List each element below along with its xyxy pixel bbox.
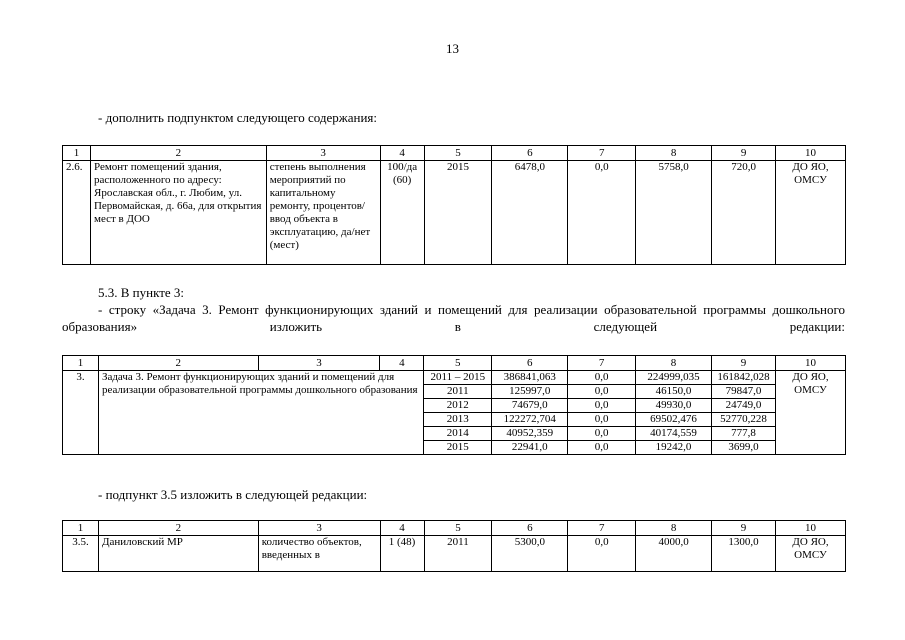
task-number: 3. xyxy=(63,371,99,455)
row-regional: 40174,559 xyxy=(636,427,712,441)
section-5-3: 5.3. В пункте 3: xyxy=(98,285,185,300)
task-executor: ДО ЯО, ОМСУ xyxy=(776,371,846,455)
header-cell: 1 xyxy=(63,146,91,161)
row-year: 2011 – 2015 xyxy=(424,371,492,385)
header-cell: 2 xyxy=(98,356,258,371)
header-cell: 1 xyxy=(63,356,99,371)
row-value: 1 (48) xyxy=(380,536,424,572)
header-cell: 8 xyxy=(636,521,712,536)
table-header-row xyxy=(63,146,846,161)
row-federal: 0,0 xyxy=(568,161,636,265)
row-federal: 0,0 xyxy=(568,441,636,455)
row-federal: 0,0 xyxy=(568,399,636,413)
header-cell: 3 xyxy=(266,146,380,161)
table-subitem-3-5 xyxy=(62,520,846,572)
header-cell: 4 xyxy=(380,146,424,161)
header-cell: 6 xyxy=(492,146,568,161)
row-federal: 0,0 xyxy=(568,371,636,385)
row-regional: 224999,035 xyxy=(636,371,712,385)
header-cell: 9 xyxy=(712,356,776,371)
intro-paragraph-1: - дополнить подпунктом следующего содержания: xyxy=(98,110,377,125)
row-executor: ДО ЯО, ОМСУ xyxy=(776,536,846,572)
table-row xyxy=(63,371,846,385)
row-total: 386841,063 xyxy=(492,371,568,385)
row-number: 2.6. xyxy=(63,161,91,265)
row-federal: 0,0 xyxy=(568,385,636,399)
header-cell: 7 xyxy=(568,146,636,161)
row-year: 2015 xyxy=(424,161,492,265)
table-row xyxy=(63,536,846,572)
header-cell: 9 xyxy=(712,521,776,536)
row-executor: ДО ЯО, ОМСУ xyxy=(776,161,846,265)
header-cell: 9 xyxy=(712,146,776,161)
row-local: 777,8 xyxy=(712,427,776,441)
row-year: 2012 xyxy=(424,399,492,413)
header-cell: 10 xyxy=(776,521,846,536)
intro-paragraph-3: - подпункт 3.5 изложить в следующей редакции: xyxy=(98,487,368,502)
row-total: 6478,0 xyxy=(492,161,568,265)
row-total: 40952,359 xyxy=(492,427,568,441)
row-total: 74679,0 xyxy=(492,399,568,413)
row-indicator: степень выполнения мероприятий по капитальному ремонту, процентов/ ввод объекта в эксплуатацию, да/нет (мест) xyxy=(266,161,380,265)
header-cell: 5 xyxy=(424,356,492,371)
row-name: Даниловский МР xyxy=(98,536,258,572)
row-local: 1300,0 xyxy=(712,536,776,572)
task-name: Задача 3. Ремонт функционирующих зданий и помещений для реализации образовательной программы дошкольного образования xyxy=(98,371,423,455)
row-local: 720,0 xyxy=(712,161,776,265)
header-cell: 2 xyxy=(90,146,266,161)
header-cell: 6 xyxy=(492,521,568,536)
header-cell: 7 xyxy=(568,356,636,371)
row-indicator: количество объектов, введенных в xyxy=(258,536,380,572)
header-cell: 10 xyxy=(776,146,846,161)
table-subitem-2-6 xyxy=(62,145,846,265)
header-cell: 10 xyxy=(776,356,846,371)
row-regional: 69502,476 xyxy=(636,413,712,427)
row-value: 100/да (60) xyxy=(380,161,424,265)
row-local: 3699,0 xyxy=(712,441,776,455)
header-cell: 5 xyxy=(424,521,492,536)
table-header-row xyxy=(63,521,846,536)
header-cell: 4 xyxy=(380,521,424,536)
row-regional: 19242,0 xyxy=(636,441,712,455)
intro-paragraph-2: - строку «Задача 3. Ремонт функционирующих зданий и помещений для реализации образовательной программы дошкольного образования» изложить в следующей редакции: xyxy=(62,302,845,334)
row-regional: 5758,0 xyxy=(636,161,712,265)
header-cell: 3 xyxy=(258,521,380,536)
header-cell: 6 xyxy=(492,356,568,371)
row-year: 2011 xyxy=(424,385,492,399)
row-total: 122272,704 xyxy=(492,413,568,427)
page-number: 13 xyxy=(446,41,459,56)
header-cell: 7 xyxy=(568,521,636,536)
row-regional: 46150,0 xyxy=(636,385,712,399)
row-local: 79847,0 xyxy=(712,385,776,399)
header-cell: 3 xyxy=(258,356,380,371)
header-cell: 2 xyxy=(98,521,258,536)
row-federal: 0,0 xyxy=(568,427,636,441)
header-cell: 1 xyxy=(63,521,99,536)
row-year: 2013 xyxy=(424,413,492,427)
row-local: 52770,228 xyxy=(712,413,776,427)
row-name: Ремонт помещений здания, расположенного по адресу: Ярославская обл., г. Любим, ул. Первомайская, д. 66а, для открытия мест в ДОО xyxy=(90,161,266,265)
table-header-row xyxy=(63,356,846,371)
row-year: 2011 xyxy=(424,536,492,572)
row-regional: 4000,0 xyxy=(636,536,712,572)
row-local: 24749,0 xyxy=(712,399,776,413)
header-cell: 4 xyxy=(380,356,424,371)
table-row xyxy=(63,161,846,265)
row-year: 2015 xyxy=(424,441,492,455)
row-federal: 0,0 xyxy=(568,536,636,572)
header-cell: 8 xyxy=(636,356,712,371)
header-cell: 5 xyxy=(424,146,492,161)
row-number: 3.5. xyxy=(63,536,99,572)
row-federal: 0,0 xyxy=(568,413,636,427)
row-year: 2014 xyxy=(424,427,492,441)
row-local: 161842,028 xyxy=(712,371,776,385)
header-cell: 8 xyxy=(636,146,712,161)
row-total: 5300,0 xyxy=(492,536,568,572)
table-task-3 xyxy=(62,355,846,455)
row-total: 125997,0 xyxy=(492,385,568,399)
row-total: 22941,0 xyxy=(492,441,568,455)
row-regional: 49930,0 xyxy=(636,399,712,413)
